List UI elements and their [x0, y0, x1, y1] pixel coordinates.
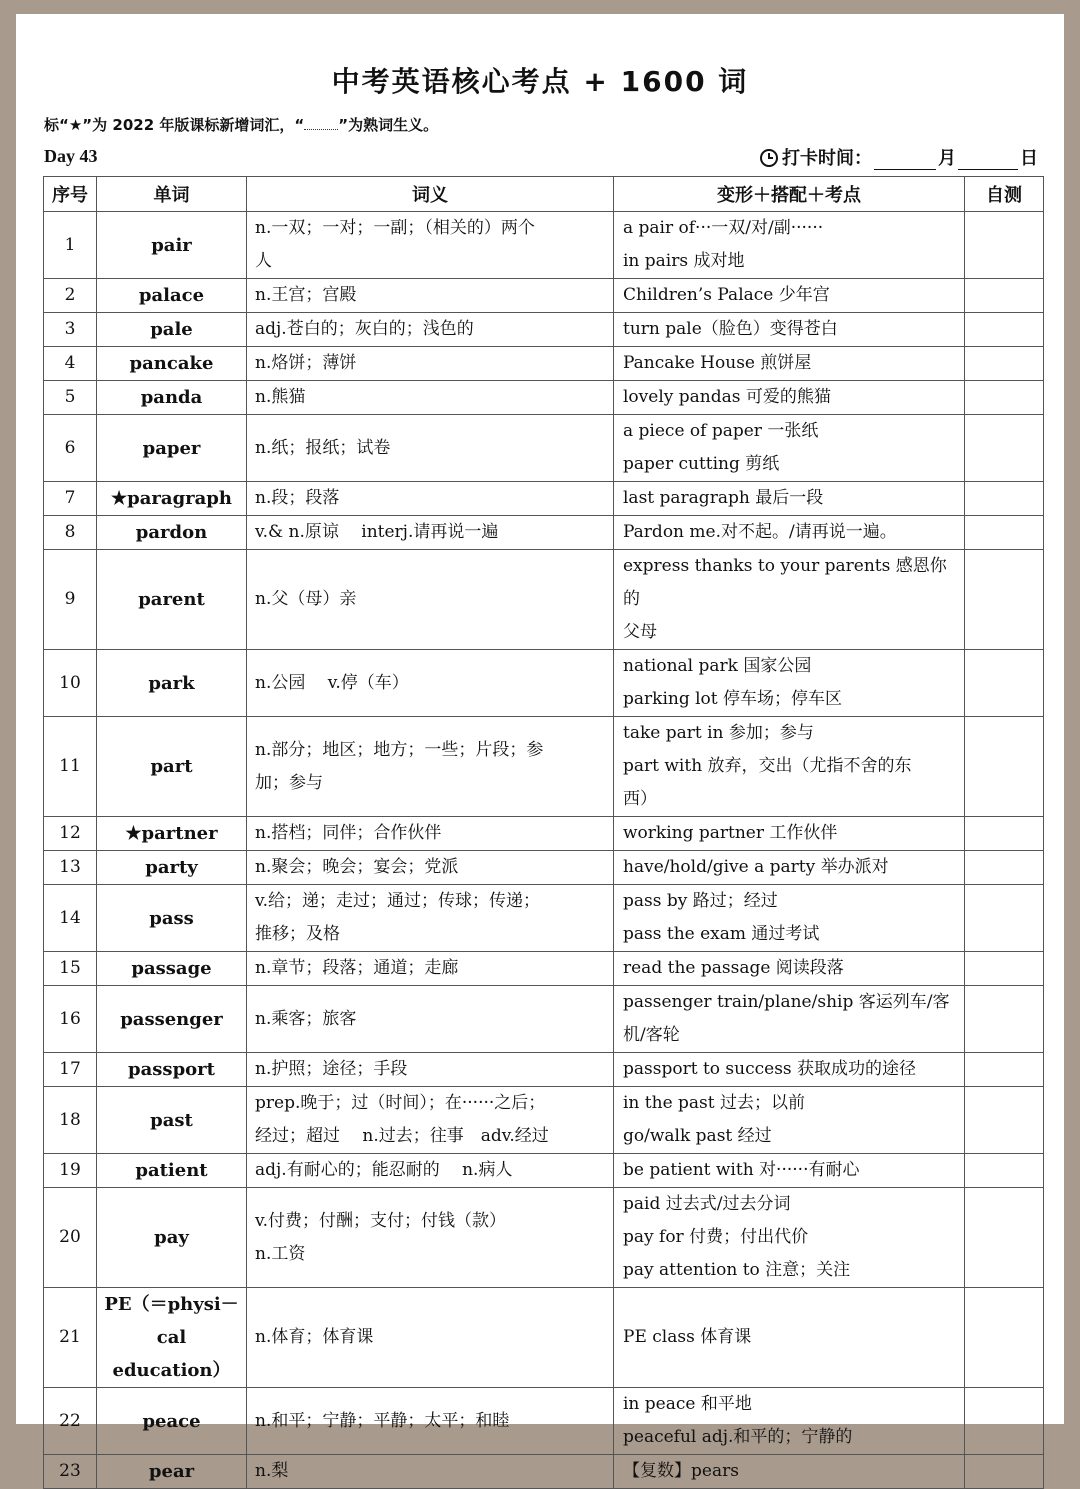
definition-line: adj.有耐心的；能忍耐的 n.病人 [255, 1160, 513, 1180]
legend-note-suffix: ”为熟词生义。 [338, 116, 439, 134]
collocation-line: 机/客轮 [623, 1025, 680, 1045]
table-row [44, 986, 1044, 1053]
row-word: pair [97, 212, 247, 279]
row-number: 21 [44, 1288, 97, 1388]
collocation-line: be patient with 对······有耐心 [623, 1160, 860, 1180]
collocation-line: parking lot 停车场；停车区 [623, 689, 843, 709]
row-word: pay [97, 1188, 247, 1288]
row-definition [247, 1288, 614, 1388]
definition-line: n.熊猫 [255, 387, 306, 407]
row-self-test-cell[interactable] [965, 1188, 1044, 1288]
row-word: pancake [97, 347, 247, 381]
row-definition [247, 817, 614, 851]
row-definition [247, 885, 614, 952]
definition-line: n.梨 [255, 1461, 289, 1481]
definition-line: v.给；递；走过；通过；传球；传递； [255, 891, 540, 911]
header-definition: 词义 [247, 177, 614, 212]
row-definition [247, 1388, 614, 1455]
row-number: 22 [44, 1388, 97, 1455]
row-word: passenger [97, 986, 247, 1053]
clock-icon [760, 149, 778, 167]
row-definition [247, 347, 614, 381]
row-self-test-cell[interactable] [965, 717, 1044, 817]
worksheet-page [16, 14, 1064, 1482]
table-row [44, 650, 1044, 717]
row-collocation [614, 1087, 965, 1154]
row-number: 23 [44, 1455, 97, 1489]
row-word: palace [97, 279, 247, 313]
row-word: park [97, 650, 247, 717]
row-number: 4 [44, 347, 97, 381]
table-row [44, 717, 1044, 817]
row-number: 18 [44, 1087, 97, 1154]
row-self-test-cell[interactable] [965, 952, 1044, 986]
collocation-line: turn pale（脸色）变得苍白 [623, 319, 838, 339]
definition-line: n.乘客；旅客 [255, 1008, 357, 1029]
table-row [44, 279, 1044, 313]
collocation-line: last paragraph 最后一段 [623, 488, 824, 508]
row-collocation [614, 1388, 965, 1455]
row-collocation [614, 1053, 965, 1087]
collocation-line: in peace 和平地 [623, 1394, 752, 1414]
table-row [44, 1087, 1044, 1154]
page-title: 中考英语核心考点 + 1600 词 [331, 65, 749, 98]
row-self-test-cell[interactable] [965, 1154, 1044, 1188]
definition-line: n.聚会；晚会；宴会；党派 [255, 857, 459, 877]
row-number: 1 [44, 212, 97, 279]
collocation-line: national park 国家公园 [623, 656, 812, 676]
row-self-test-cell[interactable] [965, 482, 1044, 516]
collocation-line: a pair of···一双/对/副······ [623, 218, 824, 238]
row-collocation [614, 650, 965, 717]
row-word: paper [97, 415, 247, 482]
definition-line: n.一双；一对；一副；（相关的）两个 [255, 218, 535, 238]
row-number: 9 [44, 550, 97, 650]
row-definition [247, 1154, 614, 1188]
definition-line: n.公园 v.停（车） [255, 672, 409, 693]
collocation-line: pass by 路过；经过 [623, 891, 778, 911]
row-self-test-cell[interactable] [965, 817, 1044, 851]
day-blank[interactable] [958, 169, 1018, 170]
row-collocation [614, 851, 965, 885]
table-row [44, 1288, 1044, 1388]
row-collocation [614, 212, 965, 279]
row-collocation [614, 516, 965, 550]
row-number: 8 [44, 516, 97, 550]
row-collocation [614, 415, 965, 482]
row-self-test-cell[interactable] [965, 1288, 1044, 1388]
collocation-line: 父母 [623, 622, 657, 642]
definition-line: n.段；段落 [255, 488, 340, 508]
collocation-line: working partner 工作伙伴 [623, 823, 838, 843]
definition-line: n.体育；体育课 [255, 1327, 374, 1347]
month-blank[interactable] [874, 169, 936, 170]
definition-line: n.工资 [255, 1243, 306, 1264]
table-row [44, 381, 1044, 415]
table-row [44, 1388, 1044, 1455]
row-word: pear [97, 1455, 247, 1489]
header-collocation: 变形＋搭配＋考点 [614, 177, 965, 212]
row-number: 3 [44, 313, 97, 347]
row-self-test-cell[interactable] [965, 550, 1044, 650]
row-number: 7 [44, 482, 97, 516]
row-self-test-cell[interactable] [965, 313, 1044, 347]
row-number: 12 [44, 817, 97, 851]
definition-line: n.护照；途径；手段 [255, 1059, 408, 1079]
row-number: 17 [44, 1053, 97, 1087]
row-word: past [97, 1087, 247, 1154]
definition-line: n.烙饼；薄饼 [255, 353, 357, 373]
collocation-line: have/hold/give a party 举办派对 [623, 857, 889, 877]
collocation-line: Children’s Palace 少年宫 [623, 285, 830, 305]
row-definition [247, 717, 614, 817]
row-definition [247, 212, 614, 279]
definition-line: n.和平；宁静；平静；太平；和睦 [255, 1410, 510, 1431]
row-self-test-cell[interactable] [965, 279, 1044, 313]
table-row [44, 817, 1044, 851]
row-word: patient [97, 1154, 247, 1188]
row-self-test-cell[interactable] [965, 1053, 1044, 1087]
row-definition [247, 415, 614, 482]
row-word: peace [97, 1388, 247, 1455]
collocation-line: pay for 付费；付出代价 [623, 1227, 809, 1247]
collocation-line: passenger train/plane/ship 客运列车/客 [623, 992, 950, 1012]
row-definition [247, 1087, 614, 1154]
row-word: party [97, 851, 247, 885]
row-collocation [614, 279, 965, 313]
row-definition [247, 279, 614, 313]
row-definition [247, 650, 614, 717]
collocation-line: read the passage 阅读段落 [623, 958, 844, 978]
row-word: pass [97, 885, 247, 952]
row-collocation [614, 347, 965, 381]
row-word: parent [97, 550, 247, 650]
row-self-test-cell[interactable] [965, 1455, 1044, 1489]
checkin-label: 打卡时间： [782, 148, 872, 169]
row-number: 20 [44, 1188, 97, 1288]
row-collocation [614, 313, 965, 347]
blank-underline-mark [304, 119, 338, 130]
row-collocation [614, 1288, 965, 1388]
row-definition [247, 381, 614, 415]
vocabulary-table [43, 176, 1044, 1489]
table-row [44, 482, 1044, 516]
row-definition [247, 851, 614, 885]
row-definition [247, 1188, 614, 1288]
row-word: passage [97, 952, 247, 986]
header-num: 序号 [44, 177, 97, 212]
row-definition [247, 550, 614, 650]
row-self-test-cell[interactable] [965, 415, 1044, 482]
row-number: 2 [44, 279, 97, 313]
definition-line: n.纸；报纸；试卷 [255, 437, 391, 458]
row-collocation [614, 1455, 965, 1489]
collocation-line: Pancake House 煎饼屋 [623, 353, 812, 373]
collocation-line: take part in 参加；参与 [623, 723, 814, 743]
collocation-line: 【复数】pears [623, 1461, 739, 1481]
collocation-line: 西） [623, 789, 657, 809]
row-definition [247, 516, 614, 550]
definition-line: n.王宫；宫殿 [255, 285, 357, 305]
table-row [44, 1053, 1044, 1087]
row-number: 6 [44, 415, 97, 482]
definition-line: 加；参与 [255, 772, 323, 793]
collocation-line: paid 过去式/过去分词 [623, 1194, 791, 1214]
definition-line: n.父（母）亲 [255, 589, 357, 609]
collocation-line: pass the exam 通过考试 [623, 924, 820, 944]
table-row [44, 1188, 1044, 1288]
row-definition [247, 952, 614, 986]
definition-line: n.搭档；同伴；合作伙伴 [255, 823, 442, 843]
collocation-line: a piece of paper 一张纸 [623, 421, 819, 441]
definition-line: 推移；及格 [255, 924, 340, 944]
table-row [44, 851, 1044, 885]
row-collocation [614, 986, 965, 1053]
table-row [44, 885, 1044, 952]
row-collocation [614, 885, 965, 952]
definition-line: v.& n.原谅 interj.请再说一遍 [255, 522, 499, 542]
row-word: ★paragraph [97, 482, 247, 516]
row-number: 11 [44, 717, 97, 817]
row-collocation [614, 817, 965, 851]
definition-line: prep.晚于；过（时间）；在······之后； [255, 1093, 546, 1113]
row-self-test-cell[interactable] [965, 1388, 1044, 1455]
row-collocation [614, 550, 965, 650]
collocation-line: express thanks to your parents 感恩你的 [623, 556, 947, 609]
definition-line: 人 [255, 251, 272, 271]
row-collocation [614, 952, 965, 986]
row-self-test-cell[interactable] [965, 1087, 1044, 1154]
collocation-line: pay attention to 注意；关注 [623, 1260, 851, 1280]
definition-line: 经过；超过 n.过去；往事 adv.经过 [255, 1126, 549, 1146]
table-row [44, 347, 1044, 381]
row-definition [247, 986, 614, 1053]
collocation-line: part with 放弃，交出（尤指不舍的东 [623, 756, 912, 776]
row-self-test-cell[interactable] [965, 381, 1044, 415]
row-definition [247, 1455, 614, 1489]
collocation-line: go/walk past 经过 [623, 1126, 772, 1146]
month-label: 月 [938, 148, 956, 169]
row-word: part [97, 717, 247, 817]
table-row [44, 1455, 1044, 1489]
row-collocation [614, 1154, 965, 1188]
row-self-test-cell[interactable] [965, 851, 1044, 885]
row-collocation [614, 381, 965, 415]
day-unit-label: 日 [1020, 148, 1038, 169]
row-number: 16 [44, 986, 97, 1053]
row-definition [247, 1053, 614, 1087]
collocation-line: PE class 体育课 [623, 1327, 752, 1347]
row-word: passport [97, 1053, 247, 1087]
row-self-test-cell[interactable] [965, 516, 1044, 550]
definition-line: n.部分；地区；地方；一些；片段；参 [255, 739, 544, 760]
table-row [44, 516, 1044, 550]
row-number: 15 [44, 952, 97, 986]
row-self-test-cell[interactable] [965, 885, 1044, 952]
collocation-line: Pardon me.对不起。/请再说一遍。 [623, 522, 897, 542]
definition-line: adj.苍白的；灰白的；浅色的 [255, 319, 474, 339]
row-word: ★partner [97, 817, 247, 851]
definition-line: n.章节；段落；通道；走廊 [255, 958, 459, 978]
row-self-test-cell[interactable] [965, 650, 1044, 717]
legend-note [44, 114, 438, 135]
table-row [44, 1154, 1044, 1188]
checkin-time [760, 144, 1038, 170]
row-collocation [614, 482, 965, 516]
row-self-test-cell[interactable] [965, 347, 1044, 381]
row-word: panda [97, 381, 247, 415]
table-row [44, 313, 1044, 347]
row-word: pardon [97, 516, 247, 550]
day-label: Day 43 [44, 146, 98, 166]
row-number: 19 [44, 1154, 97, 1188]
definition-line: v.付费；付酬；支付；付钱（款） [255, 1210, 506, 1231]
row-self-test-cell[interactable] [965, 212, 1044, 279]
row-word: PE（＝physi－ cal education） [97, 1288, 247, 1388]
row-number: 5 [44, 381, 97, 415]
collocation-line: lovely pandas 可爱的熊猫 [623, 387, 831, 407]
table-row [44, 415, 1044, 482]
row-self-test-cell[interactable] [965, 986, 1044, 1053]
collocation-line: paper cutting 剪纸 [623, 454, 780, 474]
table-body [44, 212, 1044, 1489]
row-number: 13 [44, 851, 97, 885]
collocation-line: in the past 过去；以前 [623, 1093, 806, 1113]
header-word: 单词 [97, 177, 247, 212]
row-number: 10 [44, 650, 97, 717]
row-definition [247, 482, 614, 516]
row-collocation [614, 717, 965, 817]
header-self-test: 自测 [965, 177, 1044, 212]
collocation-line: passport to success 获取成功的途径 [623, 1059, 917, 1079]
legend-note-prefix: 标“★”为 2022 年版课标新增词汇，“ [44, 116, 305, 134]
row-word: pale [97, 313, 247, 347]
row-definition [247, 313, 614, 347]
table-row [44, 952, 1044, 986]
table-row [44, 550, 1044, 650]
row-collocation [614, 1188, 965, 1288]
table-row [44, 212, 1044, 279]
table-header-row [44, 177, 1044, 212]
collocation-line: peaceful adj.和平的；宁静的 [623, 1427, 853, 1447]
collocation-line: in pairs 成对地 [623, 251, 745, 271]
row-number: 14 [44, 885, 97, 952]
